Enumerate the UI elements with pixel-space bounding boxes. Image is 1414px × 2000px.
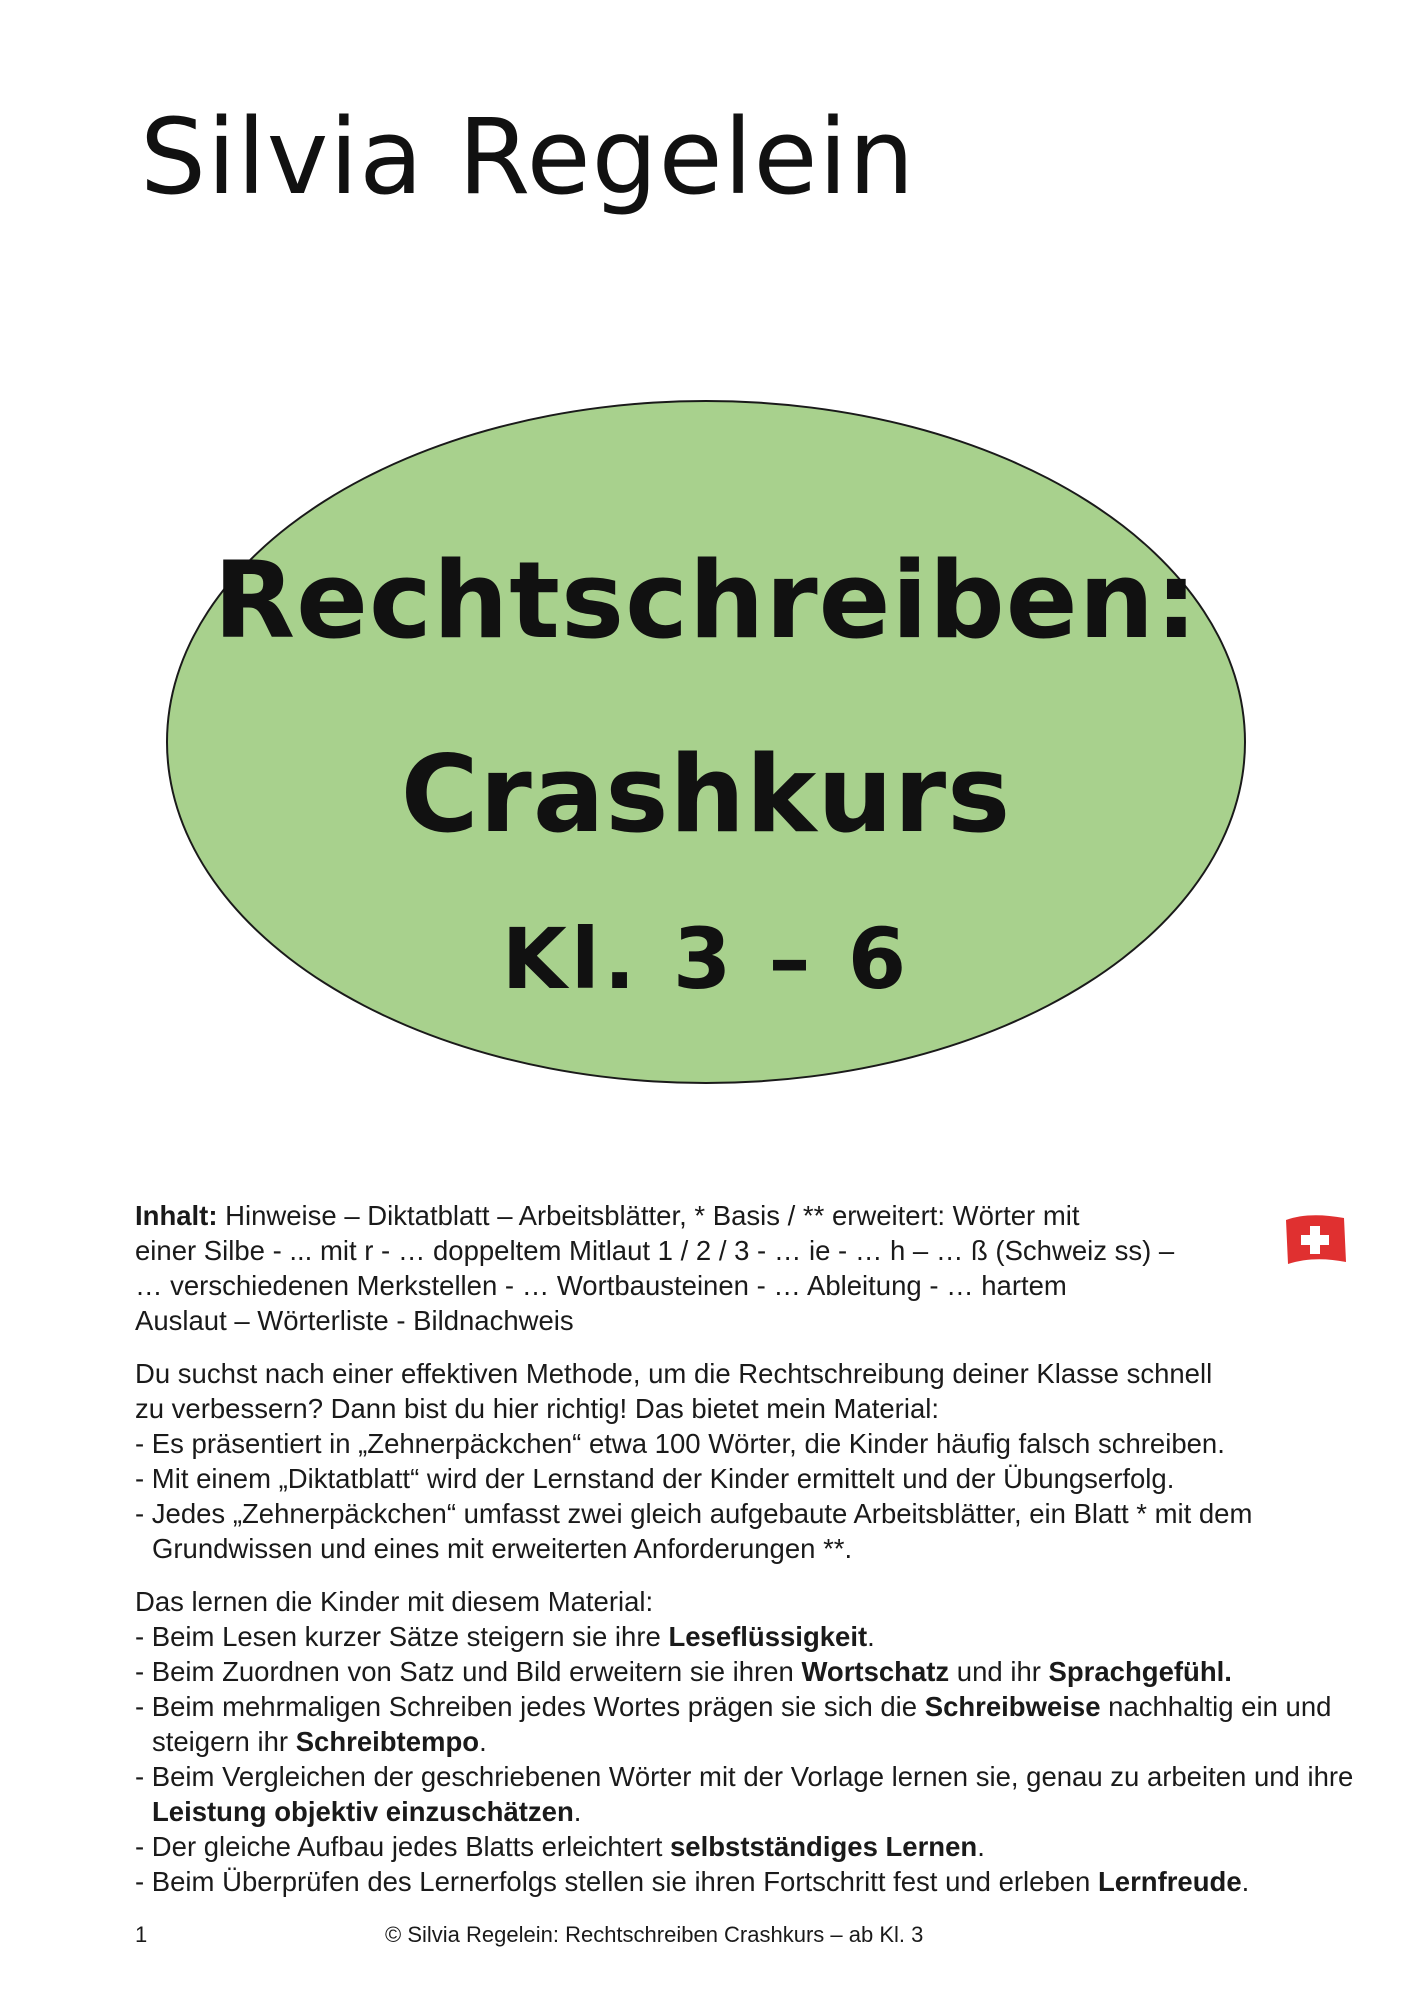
learning-intro: Das lernen die Kinder mit diesem Material: — [135, 1586, 654, 1617]
author-name: Silvia Regelein — [140, 96, 916, 218]
grade-range: Kl. 3 – 6 — [501, 910, 911, 1008]
learning-paragraph — [135, 1584, 1355, 1899]
title-line-2: Crashkurs — [400, 733, 1012, 856]
method-line-1: Du suchst nach einer effektiven Methode, um die Rechtschreibung deiner Klasse schnell — [135, 1358, 1213, 1389]
title-line-1: Rechtschreiben: — [213, 539, 1199, 662]
learning-bullet-6: - Beim Überprüfen des Lernerfolgs stellen sie ihren Fortschritt fest und erleben Lernfreude. — [135, 1866, 1250, 1897]
contents-line-3: … verschiedenen Merkstellen - … Wortbausteinen - … Ableitung - … hartem — [135, 1270, 1067, 1301]
contents-paragraph — [135, 1198, 1255, 1338]
learning-bullet-4: - Beim Vergleichen der geschriebenen Wörter mit der Vorlage lernen sie, genau zu arbeiten und ihre Leistung objektiv einzuschätzen. — [135, 1761, 1354, 1827]
contents-line-2: einer Silbe - ... mit r - … doppeltem Mitlaut 1 / 2 / 3 - … ie - … h – … ß (Schweiz ss) – — [135, 1235, 1175, 1266]
method-bullet-1: - Es präsentiert in „Zehnerpäckchen“ etwa 100 Wörter, die Kinder häufig falsch schreiben. — [135, 1428, 1225, 1459]
method-line-2: zu verbessern? Dann bist du hier richtig! Das bietet mein Material: — [135, 1393, 939, 1424]
contents-line-4: Auslaut – Wörterliste - Bildnachweis — [135, 1305, 574, 1336]
contents-line-1: Hinweise – Diktatblatt – Arbeitsblätter, * Basis / ** erweitert: Wörter mit — [217, 1200, 1080, 1231]
learning-bullet-2: - Beim Zuordnen von Satz und Bild erweitern sie ihren Wortschatz und ihr Sprachgefühl. — [135, 1656, 1232, 1687]
method-bullet-3: - Jedes „Zehnerpäckchen“ umfasst zwei gleich aufgebaute Arbeitsblätter, ein Blatt * mit dem Grundwissen und eines mit erweiterten Anforderungen **. — [135, 1498, 1253, 1564]
document-body — [135, 1198, 1355, 1917]
contents-label: Inhalt: — [135, 1200, 218, 1231]
footer-copyright: © Silvia Regelein: Rechtschreiben Crashkurs – ab Kl. 3 — [385, 1922, 924, 1947]
method-paragraph — [135, 1356, 1355, 1566]
page-number: 1 — [135, 1922, 148, 1947]
method-bullet-2: - Mit einem „Diktatblatt“ wird der Lernstand der Kinder ermittelt und der Übungserfolg. — [135, 1463, 1175, 1494]
learning-bullet-3: - Beim mehrmaligen Schreiben jedes Wortes prägen sie sich die Schreibweise nachhaltig ein und steigern ihr Schreibtempo. — [135, 1691, 1332, 1757]
learning-bullet-5: - Der gleiche Aufbau jedes Blatts erleichtert selbstständiges Lernen. — [135, 1831, 985, 1862]
learning-bullet-1: - Beim Lesen kurzer Sätze steigern sie ihre Leseflüssigkeit. — [135, 1621, 875, 1652]
